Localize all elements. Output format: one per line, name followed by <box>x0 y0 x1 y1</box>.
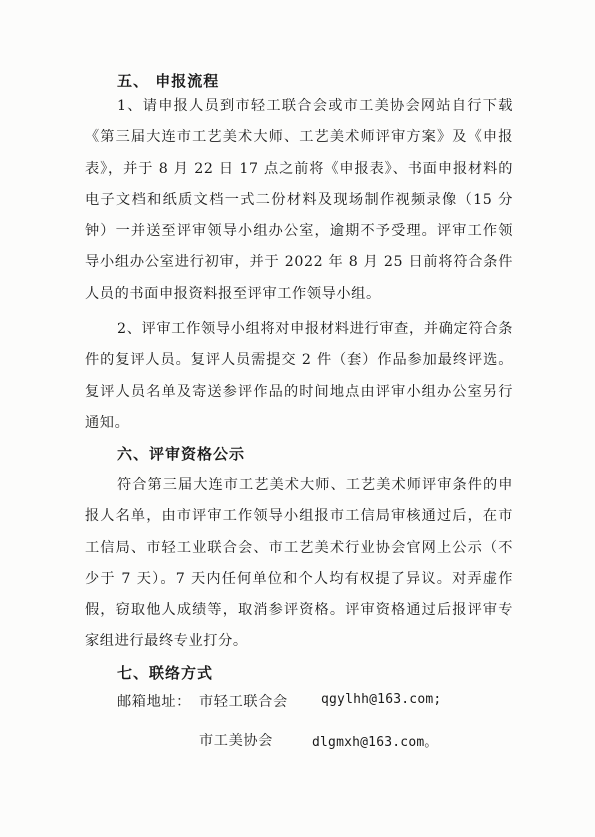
section-6-paragraph: 符合第三届大连市工艺美术大师、工艺美术师评审条件的申报人名单，由市评审工作领导小组报市工信局审核通过后，在市工信局、市轻工业联合会、市工艺美术行业协会官网上公示（不少于 7 天）。7 天内任何单位和个人均有权提了异议。对弄虚作假，窃取他人成绩等，取消参评资格。评审资格通过后报评审专家组进行最终专业打分。 <box>85 477 513 650</box>
contact-email-1[interactable]: qgylhh@163.com; <box>321 692 442 707</box>
contact-org-2: 市工美协会 <box>199 733 273 749</box>
section-5-paragraph-1: 1、请申报人员到市轻工联合会或市工美协会网站自行下载《第三届大连市工艺美术大师、工艺美术师评审方案》及《申报表》，并于 8 月 22 日 17 点之前将《申报表》、书面申报材料的电子文档和纸质文档一式二份材料及现场制作视频录像（15 分钟）一并送至评审领导小组办公室，逾期不予受理。评审工作领导小组办公室进行初审，并于 2022 年 8 月 25 日前将符合条件人员的书面申报资料报至评审工作领导小组。 <box>85 98 513 302</box>
section-6-heading: 六、评审资格公示 <box>117 445 246 463</box>
contact-label: 邮箱地址： <box>117 694 191 710</box>
contact-email-2[interactable]: dlgmxh@163.com。 <box>312 735 438 750</box>
section-5-paragraph-2: 2、评审工作领导小组将对申报材料进行审查，并确定符合条件的复评人员。复评人员需提交 2 件（套）作品参加最终评选。复评人员名单及寄送参评作品的时间地点由评审小组办公室另行通知。 <box>85 321 513 431</box>
contact-org-1: 市轻工联合会 <box>199 694 288 710</box>
section-7-heading: 七、联络方式 <box>117 664 214 682</box>
section-5-heading: 五、 申报流程 <box>117 72 220 90</box>
